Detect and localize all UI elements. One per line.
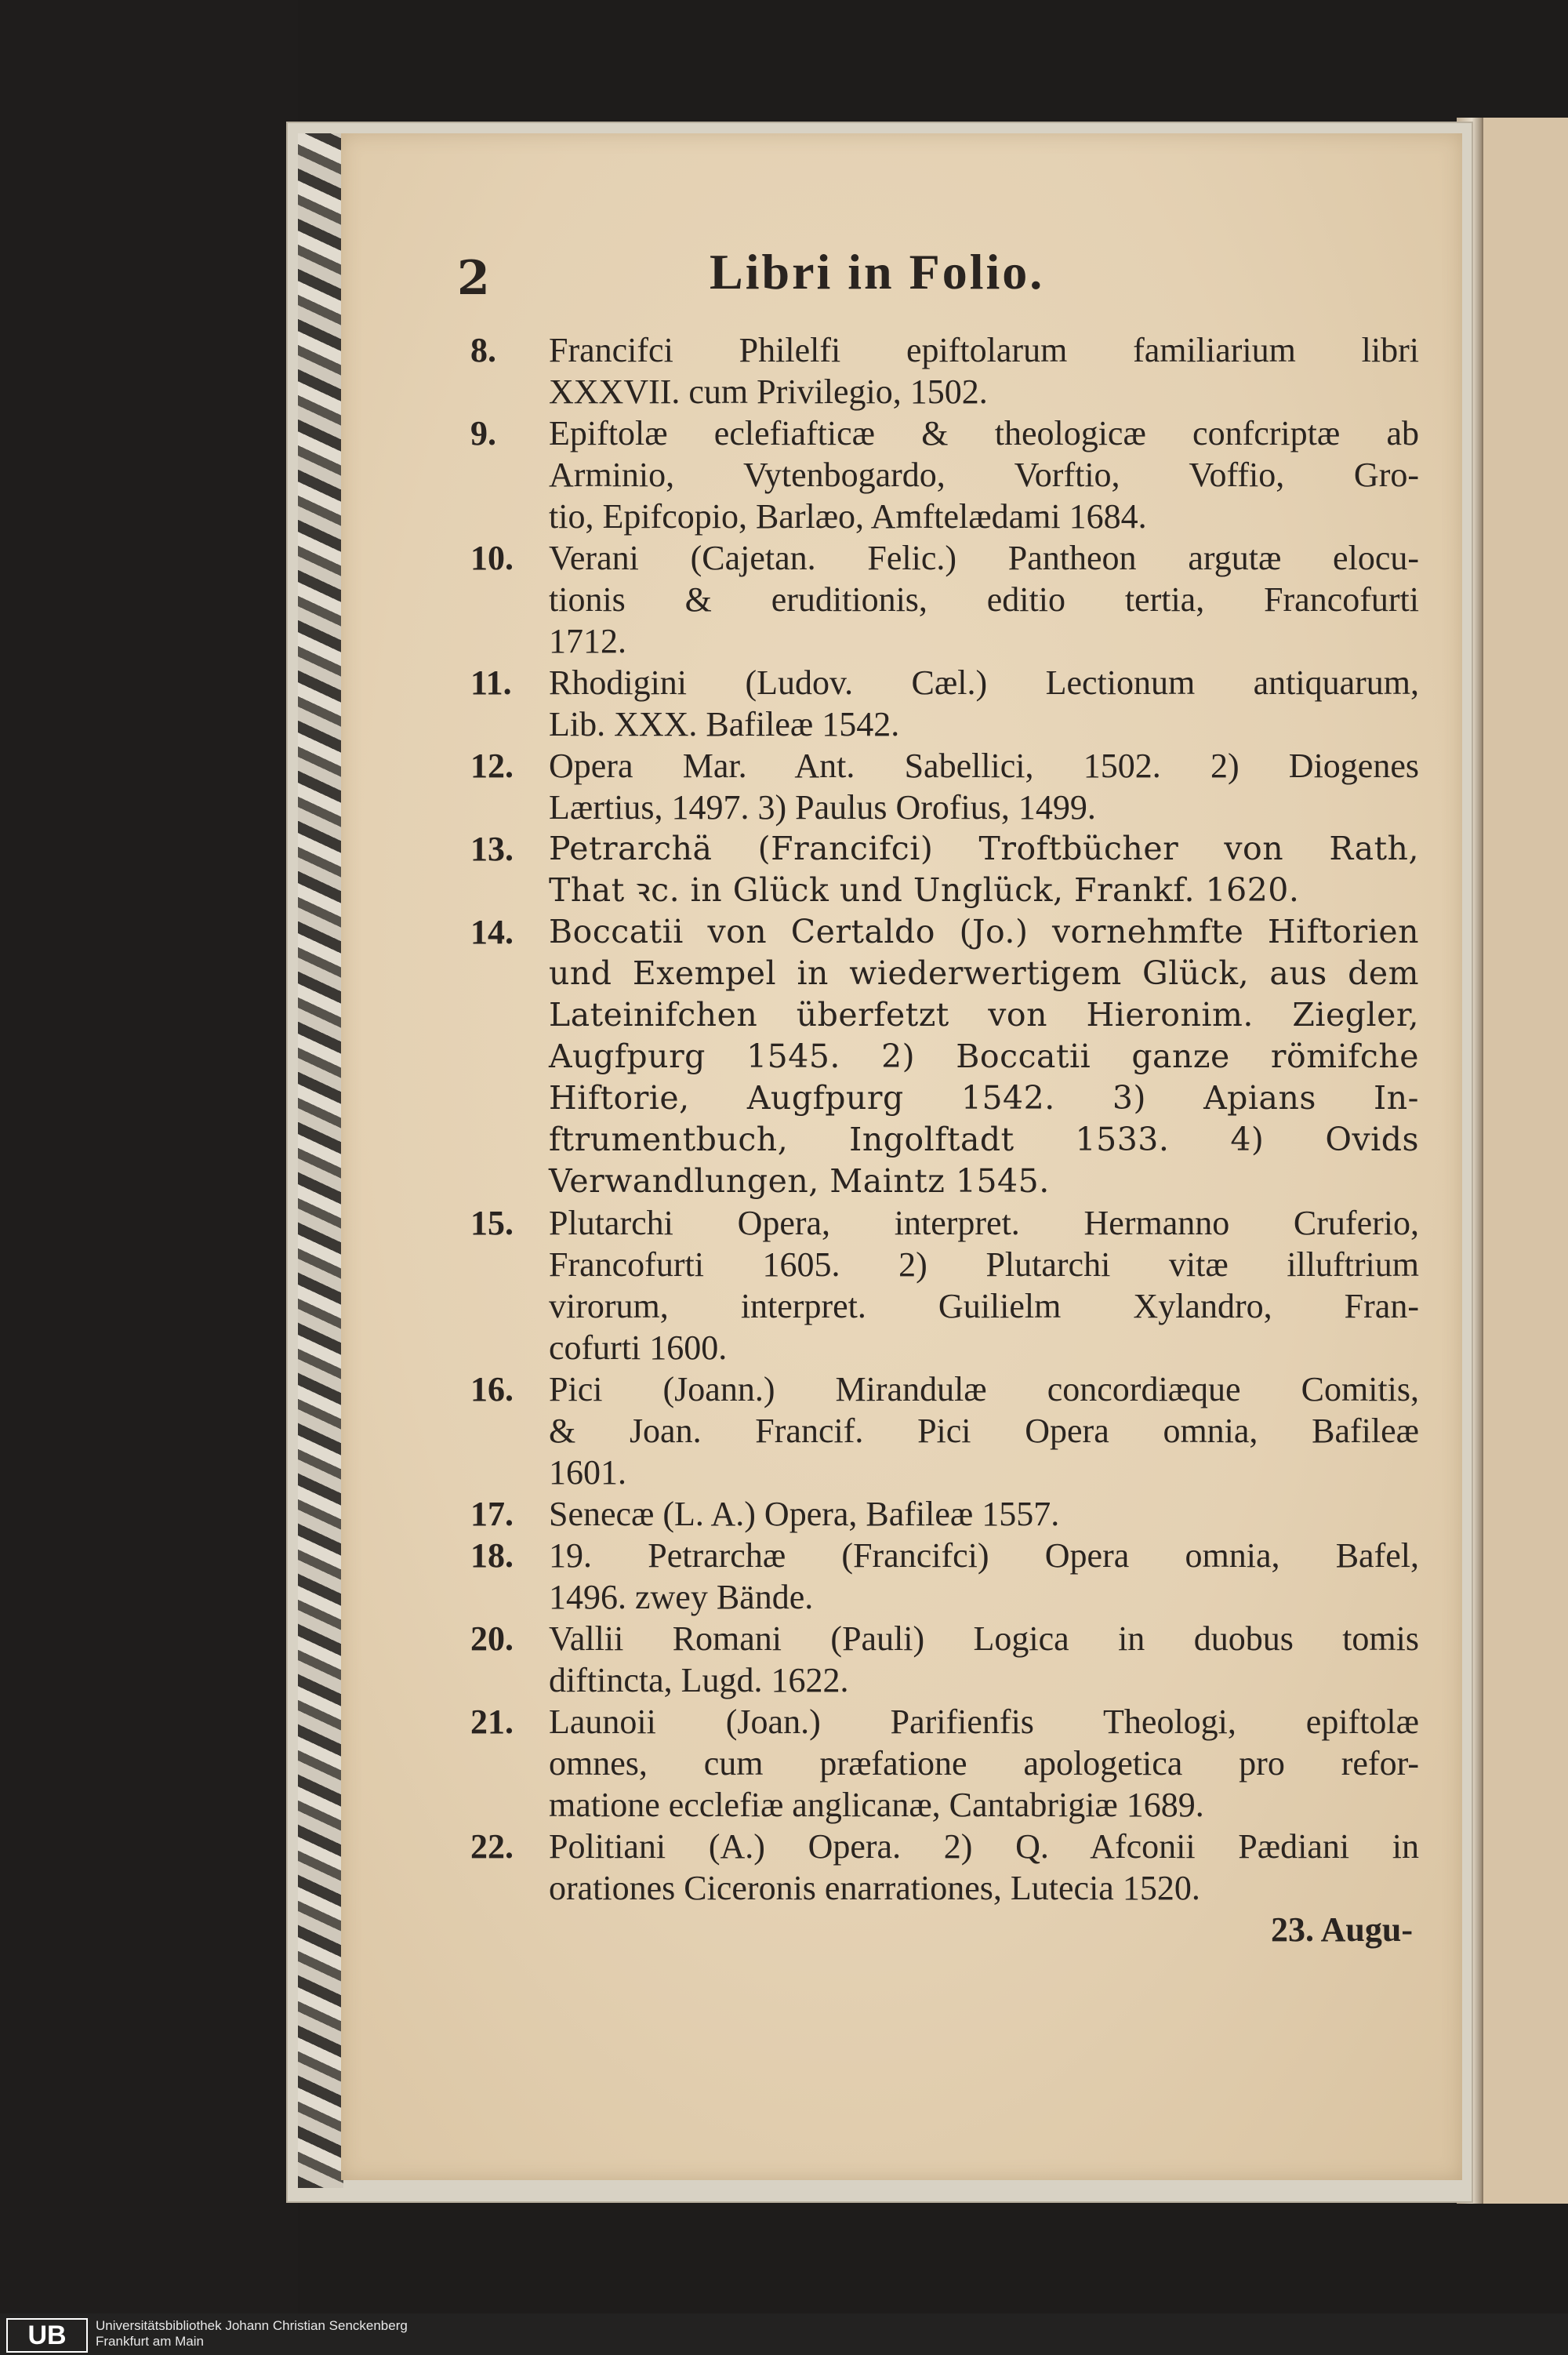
catalog-entry <box>470 1701 1419 1826</box>
catalog-entry <box>470 662 1419 745</box>
entry-line: Lateinifchen überfetzt von Hieronim. Ziegler, <box>549 996 1419 1034</box>
entry-line: diftincta, Lugd. 1622. <box>549 1661 849 1699</box>
entry-line: cofurti 1600. <box>549 1328 728 1367</box>
page-title: Libri in Folio. <box>710 244 1045 300</box>
footer-line-2: Frankfurt am Main <box>96 2334 204 2349</box>
entry-number: 15. <box>470 1204 514 1242</box>
entry-line: tionis & eruditionis, editio tertia, Francofurti <box>549 580 1419 619</box>
catalog-entry <box>470 537 1419 662</box>
entry-line: omnes, cum præfatione apologetica pro refor- <box>549 1744 1419 1783</box>
entry-line: ftrumentbuch, Ingolftadt 1533. 4) Ovids <box>549 1121 1419 1158</box>
entry-line: Plutarchi Opera, interpret. Hermanno Cruferio, <box>549 1204 1419 1242</box>
entry-number: 12. <box>470 747 514 785</box>
entry-line: 19. Petrarchæ (Francifci) Opera omnia, Bafel, <box>549 1536 1419 1575</box>
catalog-entry <box>470 1826 1419 1909</box>
entry-line: 1712. <box>549 622 626 660</box>
entry-line: Francifci Philelfi epiftolarum familiarium libri <box>549 331 1419 369</box>
entry-line: Francofurti 1605. 2) Plutarchi vitæ illuftrium <box>549 1245 1419 1284</box>
entry-line: Verwandlungen, Maintz 1545. <box>549 1162 1050 1200</box>
entry-line: Petrarchä (Francifci) Troftbücher von Rath, <box>549 830 1419 867</box>
catalog-entries <box>470 329 1419 1950</box>
entry-line: Lærtius, 1497. 3) Paulus Orofius, 1499. <box>549 788 1096 827</box>
entry-number: 17. <box>470 1495 514 1533</box>
entry-line: Epiftolæ eclefiafticæ & theologicæ confcriptæ ab <box>549 414 1419 452</box>
entry-line: Boccatii von Certaldo (Jo.) vornehmfte Hiftorien <box>549 913 1419 950</box>
catalog-entry <box>470 911 1419 1202</box>
entry-number: 13. <box>470 830 514 868</box>
catalog-entry <box>470 1368 1419 1493</box>
entry-number: 11. <box>470 663 512 702</box>
entry-line: Pici (Joann.) Mirandulæ concordiæque Comitis, <box>549 1370 1419 1408</box>
footer-text <box>96 2318 408 2350</box>
entry-line: Launoii (Joan.) Parifienfis Theologi, epiftolæ <box>549 1703 1419 1741</box>
entry-line: Senecæ (L. A.) Opera, Bafileæ 1557. <box>549 1495 1060 1533</box>
catalog-entry <box>470 329 1419 412</box>
entry-line: & Joan. Francif. Pici Opera omnia, Bafileæ <box>549 1412 1419 1450</box>
catalog-entry <box>470 1535 1419 1618</box>
entry-number: 10. <box>470 539 514 577</box>
catalog-entry <box>470 412 1419 537</box>
entry-line: Rhodigini (Ludov. Cæl.) Lectionum antiquarum, <box>549 663 1419 702</box>
entry-line: Politiani (A.) Opera. 2) Q. Afconii Pædiani in <box>549 1827 1419 1866</box>
entry-line: Opera Mar. Ant. Sabellici, 1502. 2) Diogenes <box>549 747 1419 785</box>
entry-line: orationes Ciceronis enarrationes, Lutecia 1520. <box>549 1869 1200 1907</box>
entry-line: Lib. XXX. Bafileæ 1542. <box>549 705 900 743</box>
entry-line: Augfpurg 1545. 2) Boccatii ganze römifche <box>549 1038 1419 1075</box>
catalog-entry <box>470 1618 1419 1701</box>
entry-number: 22. <box>470 1827 514 1866</box>
entry-number: 21. <box>470 1703 514 1741</box>
entry-line: matione ecclefiæ anglicanæ, Cantabrigiæ 1689. <box>549 1786 1204 1824</box>
entry-line: tio, Epifcopio, Barlæo, Amftelædami 1684. <box>549 497 1147 536</box>
library-logo: UB <box>6 2318 88 2353</box>
entry-line: Verani (Cajetan. Felic.) Pantheon argutæ elocu- <box>549 539 1419 577</box>
entry-number: 16. <box>470 1370 514 1408</box>
entry-number: 18. <box>470 1536 514 1575</box>
entry-number: 14. <box>470 913 514 951</box>
catchword: 23. Augu- <box>1271 1910 1413 1949</box>
footer-bar <box>0 2313 1568 2355</box>
entry-line: 1601. <box>549 1453 626 1492</box>
footer-line-1: Universitätsbibliothek Johann Christian Senckenberg <box>96 2318 408 2333</box>
page-number: 2 <box>457 251 490 306</box>
catalog-entry <box>470 1202 1419 1368</box>
entry-line: Vallii Romani (Pauli) Logica in duobus tomis <box>549 1619 1419 1658</box>
entry-line: und Exempel in wiederwertigem Glück, aus dem <box>549 954 1419 992</box>
marbled-endpaper <box>298 133 343 2188</box>
facing-page <box>1482 118 1568 2204</box>
page-header <box>341 243 1462 329</box>
entry-line: Hiftorie, Augfpurg 1542. 3) Apians In- <box>549 1079 1419 1117</box>
catalog-entry <box>470 828 1419 911</box>
dark-background <box>0 0 298 2355</box>
entry-line: virorum, interpret. Guilielm Xylandro, Fran- <box>549 1287 1419 1325</box>
entry-line: XXXVII. cum Privilegio, 1502. <box>549 373 988 411</box>
entry-line: That ꝛc. in Glück und Unglück, Frankf. 1620. <box>549 871 1300 909</box>
catalog-entry <box>470 745 1419 828</box>
entry-number: 20. <box>470 1619 514 1658</box>
entry-line: 1496. zwey Bände. <box>549 1578 814 1616</box>
catalog-entry <box>470 1493 1419 1535</box>
entry-number: 9. <box>470 414 496 452</box>
book-page <box>341 133 1462 2180</box>
entry-line: Arminio, Vytenbogardo, Vorftio, Voffio, Gro- <box>549 456 1419 494</box>
entry-number: 8. <box>470 331 496 369</box>
